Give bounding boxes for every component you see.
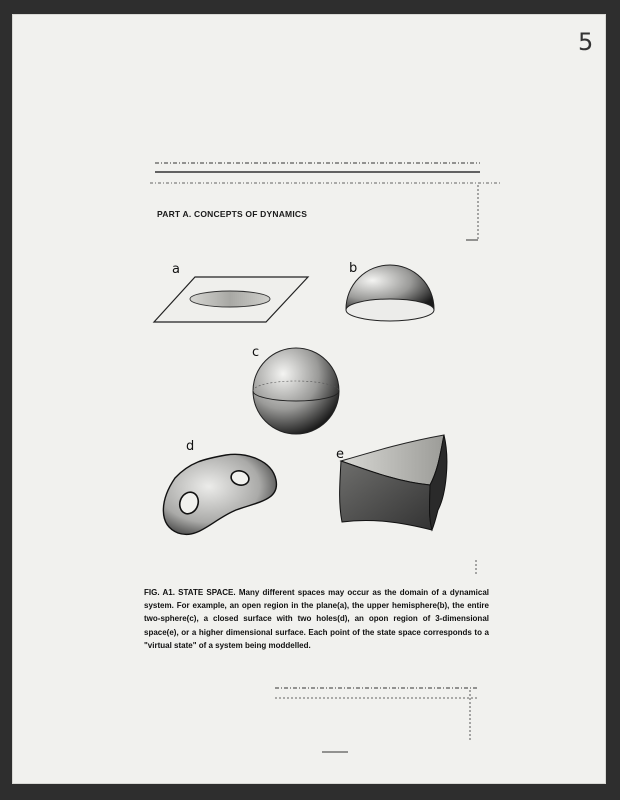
three-dimensional-region-shape [340, 435, 447, 530]
figure-label-d: d [186, 439, 195, 454]
figure-label-e: e [336, 447, 344, 462]
hemisphere-shape [346, 265, 434, 321]
figure-label-b: b [349, 261, 358, 276]
figure-caption [144, 586, 489, 652]
open-plane-region-shape [154, 277, 308, 322]
caption-body: Many different spaces may occur as the domain of a dynamical system. For example, an open region in the plane(a), the upper hemisphere(b), the entire two-sphere(c), a closed surface with two holes(d), an opon region of 3-dimensional space(e), or a higher dimensional surface. Each point of the state space corresponds to a "virtual state" of a system being moddelled. [144, 588, 489, 650]
dashed-rules [150, 163, 500, 752]
figure-label-a: a [172, 262, 180, 277]
figure-label-c: c [252, 345, 260, 360]
sphere-shape [253, 348, 339, 434]
page-number: 5 [578, 28, 594, 56]
two-hole-surface-shape [163, 454, 276, 534]
part-title: PART A. CONCEPTS OF DYNAMICS [157, 209, 308, 219]
caption-lead: FIG. A1. STATE SPACE. [144, 588, 236, 597]
